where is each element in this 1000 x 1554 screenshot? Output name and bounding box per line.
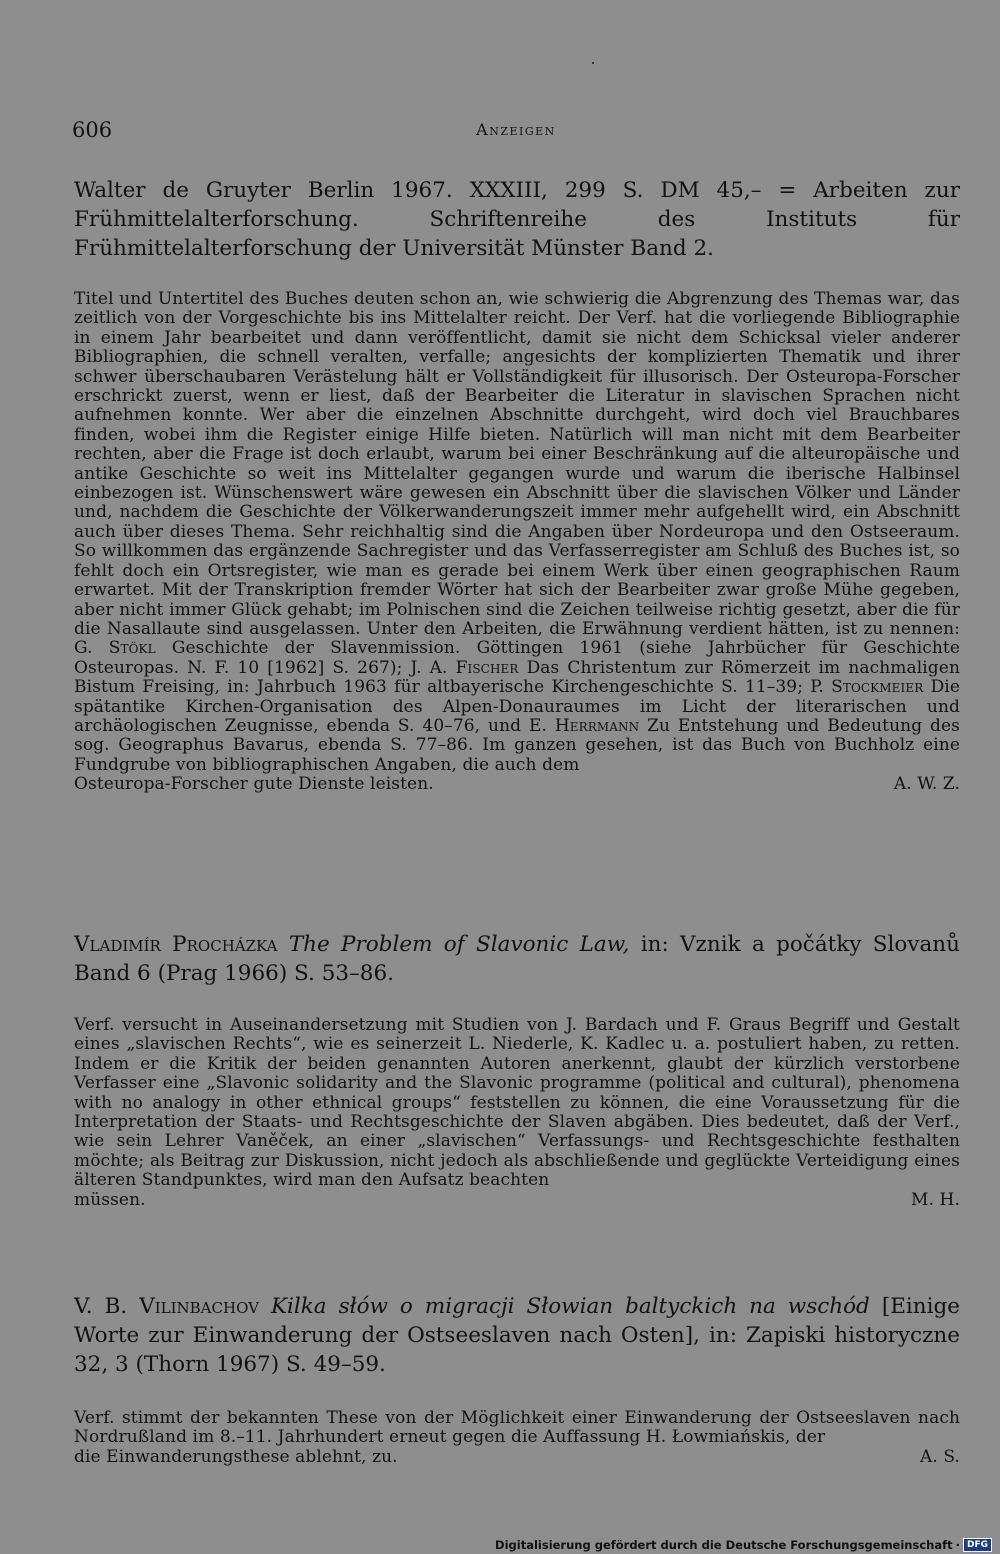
entry2-source: in: Vznik a počátky Slovanů Band 6 (Prag 1966) S. 53–86. <box>74 932 960 986</box>
entry1-closing-line <box>74 775 960 794</box>
entry1-ref2-text: Das Christentum zur Römerzeit im nachmaligen Bistum Freising, in: Jahrbuch 1963 für altbayerische Kirchengeschichte S. 11–39; <box>74 657 960 698</box>
entry3-closing-line <box>74 1448 960 1467</box>
entry1-last-line: Osteuropa-Forscher gute Dienste leisten. <box>74 774 434 795</box>
entry3-title: Kilka słów o migracji Słowian baltyckich na wschód <box>270 1294 870 1319</box>
running-head: Anzeigen <box>476 120 556 139</box>
digitization-credit: Digitalisierung gefördert durch die Deutsche Forschungsgemeinschaft <box>495 1538 953 1552</box>
entry3-body: Verf. stimmt der bekannten These von der Möglichkeit einer Einwanderung der Ostseeslaven nach Nordrußland im 8.–11. Jahrhundert erneut gegen die Auffassung H. Łowmiańskis, der <box>74 1408 960 1448</box>
entry1-ref3-author: P. Stockmeier <box>810 677 924 698</box>
entry2-last-line: müssen. <box>74 1189 146 1210</box>
page-number: 606 <box>72 118 113 142</box>
entry3-author: V. B. Vilinbachov <box>74 1294 259 1319</box>
entry2-bibliographic-info <box>74 930 960 988</box>
dfg-logo-icon: DFG <box>963 1538 992 1552</box>
entry3-source: [Einige Worte zur Einwanderung der Ostseeslaven nach Osten], in: Zapiski historyczne 32, 3 (Thorn 1967) S. 49–59. <box>74 1294 960 1377</box>
entry1-bibliographic-info <box>74 176 960 263</box>
entry2-review-text <box>74 1016 960 1210</box>
entry1-ref3-text: Die spätantike Kirchen-Organisation des Alpen-Donauraumes im Licht der literarischen und archäologischen Zeugnisse, ebenda S. 40–76, und <box>74 677 961 736</box>
entry1-ref1-text: Geschichte der Slavenmission. Göttingen 1961 (siehe Jahrbücher für Geschichte Osteuropas. N. F. 10 [1962] S. 267); <box>74 638 960 678</box>
entry1-signature: A. W. Z. <box>893 774 960 795</box>
entry2-body: Verf. versucht in Auseinandersetzung mit Studien von J. Bardach und F. Graus Begriff und Gestalt eines „slavischen Rechts“, wie es seinerzeit L. Niederle, K. Kadlec u. a. postuliert haben, zu retten. Indem er die Kritik der beiden genannten Autoren anerkennt, glaubt der kürzlich verstorbene Verfasser eine „Slavonic solidarity and the Slavonic programme (political and cultural), phenomena with no analogy in other ethnical groups“ feststellen zu können, die eine Voraussetzung für die Interpretation der Staats- und Rechtsgeschichte der Slaven abgäben. Dies bedeutet, daß der Verf., wie sein Lehrer Vaněček, an einer „slavischen“ Verfassungs- und Rechtsgeschichte festhalten möchte; als Beitrag zur Diskussion, nicht jedoch als abschließende und geglückte Verteidigung eines älteren Standpunktes, wird man den Aufsatz beachten <box>74 1015 960 1191</box>
entry1-body: Titel und Untertitel des Buches deuten schon an, wie schwierig die Abgrenzung des Themas war, das zeitlich von der Vorgeschichte bis ins Mittelalter reicht. Der Verf. hat die vorliegende Bibliographie in einem Jahr bearbeitet und dann veröffentlicht, damit sie nicht dem Schicksal vieler anderer Bibliographien, die schnell veralten, verfalle; angesichts der komplizierten Thematik und ihrer schwer überschaubaren Verästelung hält er Vollständigkeit für illusorisch. Der Osteuropa-Forscher erschrickt zuerst, wenn er liest, daß der Bearbeiter die Literatur in slavischen Sprachen nicht aufnehmen konnte. Wer aber die einzelnen Abschnitte durchgeht, wird doch viel Brauchbares finden, wobei ihm die Register einige Hilfe bieten. Natürlich will man nicht mit dem Bearbeiter rechten, aber die Frage ist doch erlaubt, warum bei einer Beschränkung auf die alteuropäische und antike Geschichte so weit ins Mittelalter gegangen wurde und warum die iberische Halbinsel einbezogen ist. Wünschenswert wäre gewesen ein Abschnitt über die slavischen Völker und Länder und, nachdem die Geschichte der Völkerwanderungszeit immer mehr aufgehellt wird, ein Abschnitt auch über dieses Thema. Sehr reichhaltig sind die Angaben über Nordeuropa und den Ostseeraum. So willkommen das ergänzende Sachregister und das Verfasserregister am Schluß des Buches ist, so fehlt doch ein Ortsregister, wie man es gerade bei einem Werk über einen geographischen Raum erwartet. Mit der Transkription fremder Wörter hat sich der Bearbeiter zwar große Mühe gegeben, aber nicht immer Glück gehabt; im Polnischen sind die Zeichen teilweise richtig gesetzt, aber die für die Nasallaute sind ausgelassen. Unter den Arbeiten, die Erwähnung verdient hätten, ist zu nennen: <box>74 289 960 639</box>
scan-speck <box>592 62 594 64</box>
entry3-signature: A. S. <box>919 1446 960 1467</box>
entry1-biblio-text: Walter de Gruyter Berlin 1967. XXXIII, 299 S. DM 45,– = Arbeiten zur Frühmittelalterforschung. Schriftenreihe des Instituts für Frühmittelalterforschung der Universität Münster Band 2. <box>74 178 960 261</box>
page-header <box>72 118 960 148</box>
entry2-signature: M. H. <box>911 1189 960 1210</box>
entry2-closing-line <box>74 1191 960 1210</box>
entry2-title: The Problem of Slavonic Law, <box>288 932 630 957</box>
entry1-ref4-text: Zu Entstehung und Bedeutung des sog. Geographus Bavarus, ebenda S. 77–86. Im ganzen gesehen, ist das Buch von Buchholz eine Fundgrube von bibliographischen Angaben, die auch dem <box>74 715 960 775</box>
entry3-last-line: die Einwanderungsthese ablehnt, zu. <box>74 1446 398 1467</box>
entry1-ref2-author: J. A. Fischer <box>410 657 519 678</box>
entry1-ref1-author: G. Stökl <box>74 638 156 659</box>
entry1-ref4-author: E. Herrmann <box>528 715 640 736</box>
entry1-review-text <box>74 290 960 795</box>
digitization-footer: Digitalisierung gefördert durch die Deutsche Forschungsgemeinschaft · DFG <box>495 1538 992 1552</box>
entry3-bibliographic-info <box>74 1292 960 1379</box>
entry3-review-text <box>74 1409 960 1467</box>
entry2-author: Vladimír Procházka <box>74 932 278 957</box>
